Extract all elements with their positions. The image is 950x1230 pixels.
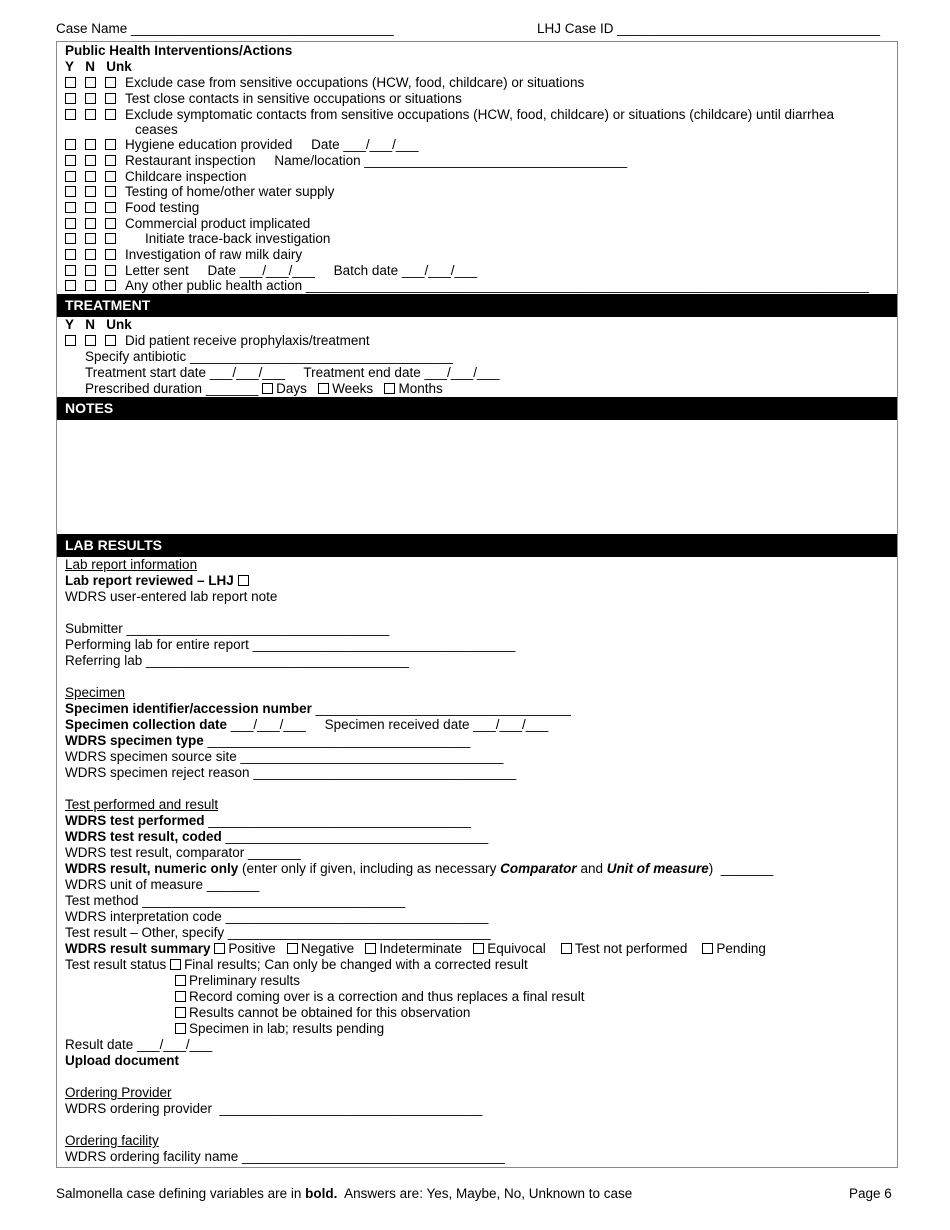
status-option: Specimen in lab; results pending — [189, 1021, 385, 1036]
yes-checkbox[interactable] — [65, 109, 76, 120]
notes-area[interactable] — [57, 420, 897, 534]
treatment-section-header: TREATMENT — [57, 294, 897, 317]
accession-label: Specimen identifier/accession number — [65, 701, 312, 716]
specimen-type-blank: ___________________________________ — [203, 733, 471, 748]
indeterminate-checkbox[interactable] — [365, 943, 376, 954]
no-checkbox[interactable] — [85, 77, 96, 88]
lab-results-section-header: LAB RESULTS — [57, 534, 897, 557]
test-section-heading: Test performed and result — [65, 797, 219, 812]
numeric-label: WDRS result, numeric only — [65, 861, 239, 876]
test-method-field[interactable]: Test method ___________________________________ — [65, 893, 406, 908]
col-unk: Unk — [106, 59, 132, 74]
intervention-row — [65, 200, 199, 216]
equivocal-checkbox[interactable] — [473, 943, 484, 954]
status-option-row — [175, 973, 300, 989]
unk-checkbox[interactable] — [105, 139, 116, 150]
treatment-col-headers — [65, 317, 132, 333]
intervention-label: Hygiene education provided Date ___/___/___ — [125, 137, 419, 152]
lab-report-reviewed-checkbox[interactable] — [238, 575, 249, 586]
yes-checkbox[interactable] — [65, 171, 76, 182]
intervention-row — [65, 184, 334, 200]
unit-field[interactable]: WDRS unit of measure _______ — [65, 877, 260, 892]
intervention-label: Restaurant inspection Name/location ___________________________________ — [125, 153, 628, 168]
no-checkbox[interactable] — [85, 93, 96, 104]
yes-checkbox[interactable] — [65, 265, 76, 276]
antibiotic-field[interactable]: Specify antibiotic ___________________________________ — [85, 349, 453, 364]
unk-checkbox[interactable] — [105, 335, 116, 346]
unk-checkbox[interactable] — [105, 218, 116, 229]
ordering-provider-field[interactable]: WDRS ordering provider ___________________________________ — [65, 1101, 483, 1116]
specimen-type-label: WDRS specimen type — [65, 733, 204, 748]
summary-option: Test not performed — [574, 941, 688, 956]
intervention-label: Testing of home/other water supply — [125, 184, 335, 199]
result-coded-row[interactable] — [65, 829, 488, 845]
footer-note — [56, 1186, 632, 1201]
status-option: Preliminary results — [189, 973, 301, 988]
summary-option: Equivocal — [487, 941, 546, 956]
col-y: Y — [65, 59, 75, 74]
intervention-row — [65, 107, 834, 123]
accession-blank: __________________________________ — [311, 701, 571, 716]
numeric-and: and — [576, 861, 607, 876]
summary-option: Negative — [300, 941, 355, 956]
interpretation-field[interactable]: WDRS interpretation code ___________________________________ — [65, 909, 489, 924]
form-body — [56, 41, 898, 1168]
result-date-field[interactable]: Result date ___/___/___ — [65, 1037, 213, 1052]
col-n: N — [85, 59, 96, 74]
interventions-title: Public Health Interventions/Actions — [65, 43, 293, 58]
test-performed-blank: ___________________________________ — [204, 813, 472, 828]
days-checkbox[interactable] — [262, 383, 273, 394]
notes-section-header: NOTES — [57, 397, 897, 420]
result-coded-label: WDRS test result, coded — [65, 829, 222, 844]
status-option-row — [175, 989, 584, 1005]
no-checkbox[interactable] — [85, 233, 96, 244]
numeric-tail: ) _______ — [708, 861, 774, 876]
no-checkbox[interactable] — [85, 109, 96, 120]
result-summary-label: WDRS result summary — [65, 941, 211, 956]
submitter-field[interactable]: Submitter ___________________________________ — [65, 621, 390, 636]
pending-checkbox[interactable] — [702, 943, 713, 954]
ordering-facility-heading: Ordering facility — [65, 1133, 159, 1148]
intervention-label: Investigation of raw milk dairy — [125, 247, 303, 262]
yes-checkbox[interactable] — [65, 335, 76, 346]
intervention-row — [65, 231, 330, 247]
no-checkbox[interactable] — [85, 155, 96, 166]
yes-checkbox[interactable] — [65, 233, 76, 244]
case-name-field[interactable]: Case Name ___________________________________ — [56, 21, 394, 36]
col-y: Y — [65, 317, 75, 332]
lab-report-reviewed-label: Lab report reviewed – LHJ — [65, 573, 234, 588]
no-checkbox[interactable] — [85, 139, 96, 150]
status-option-row — [175, 1005, 470, 1021]
lab-report-reviewed-row — [65, 573, 252, 589]
specimen-type-row[interactable] — [65, 733, 470, 749]
user-note-label: WDRS user-entered lab report note — [65, 589, 278, 604]
no-checkbox[interactable] — [85, 171, 96, 182]
lhj-case-id-field[interactable]: LHJ Case ID ___________________________________ — [537, 21, 881, 36]
intervention-label: Initiate trace-back investigation — [145, 231, 331, 246]
months-label: Months — [398, 381, 443, 396]
unk-checkbox[interactable] — [105, 249, 116, 260]
no-checkbox[interactable] — [85, 218, 96, 229]
no-checkbox[interactable] — [85, 249, 96, 260]
intervention-label: Letter sent Date ___/___/___ Batch date ___/___/___ — [125, 263, 478, 278]
ordering-facility-field[interactable]: WDRS ordering facility name ___________________________________ — [65, 1149, 505, 1164]
yes-checkbox[interactable] — [65, 155, 76, 166]
intervention-label: Exclude case from sensitive occupations (HCW, food, childcare) or situations — [125, 75, 585, 90]
status-option: Final results; Can only be changed with a corrected result — [184, 957, 528, 972]
col-n: N — [85, 317, 96, 332]
intervention-row — [65, 91, 462, 107]
weeks-label: Weeks — [332, 381, 374, 396]
reject-reason-field[interactable]: WDRS specimen reject reason ___________________________________ — [65, 765, 517, 780]
duration-row — [85, 381, 443, 397]
unk-checkbox[interactable] — [105, 280, 116, 291]
cannot-obtain-checkbox[interactable] — [175, 1007, 186, 1018]
preliminary-checkbox[interactable] — [175, 975, 186, 986]
yes-checkbox[interactable] — [65, 186, 76, 197]
result-status-label: Test result status — [65, 957, 167, 972]
referring-lab-field[interactable]: Referring lab ___________________________________ — [65, 653, 409, 668]
negative-checkbox[interactable] — [287, 943, 298, 954]
pending-in-lab-checkbox[interactable] — [175, 1023, 186, 1034]
test-performed-label: WDRS test performed — [65, 813, 205, 828]
unk-checkbox[interactable] — [105, 77, 116, 88]
treatment-dates-field[interactable]: Treatment start date ___/___/___ Treatment end date ___/___/___ — [85, 365, 500, 380]
weeks-checkbox[interactable] — [318, 383, 329, 394]
treatment-question-row — [65, 333, 370, 349]
yes-checkbox[interactable] — [65, 139, 76, 150]
no-checkbox[interactable] — [85, 280, 96, 291]
final-results-checkbox[interactable] — [170, 959, 181, 970]
no-checkbox[interactable] — [85, 335, 96, 346]
unk-checkbox[interactable] — [105, 93, 116, 104]
yes-checkbox[interactable] — [65, 202, 76, 213]
no-checkbox[interactable] — [85, 265, 96, 276]
intervention-label: Childcare inspection — [125, 169, 247, 184]
unk-checkbox[interactable] — [105, 186, 116, 197]
result-summary-row — [65, 941, 766, 957]
intervention-label: Test close contacts in sensitive occupations or situations — [125, 91, 462, 106]
intervention-row — [65, 75, 584, 91]
months-checkbox[interactable] — [384, 383, 395, 394]
no-checkbox[interactable] — [85, 186, 96, 197]
result-status-row — [65, 957, 528, 973]
duration-field[interactable]: Prescribed duration _______ — [85, 381, 259, 396]
collection-date-label: Specimen collection date — [65, 717, 228, 732]
footer-note-bold: bold. — [305, 1186, 338, 1201]
unk-checkbox[interactable] — [105, 171, 116, 182]
yes-checkbox[interactable] — [65, 77, 76, 88]
upload-document-button[interactable]: Upload document — [65, 1053, 179, 1068]
interventions-col-headers — [65, 59, 132, 75]
footer-note-pre: Salmonella case defining variables are in — [56, 1186, 306, 1201]
unk-checkbox[interactable] — [105, 233, 116, 244]
intervention-label-cont: ceases — [135, 122, 178, 137]
status-option: Record coming over is a correction and thus replaces a final result — [189, 989, 585, 1004]
performing-lab-field[interactable]: Performing lab for entire report ___________________________________ — [65, 637, 516, 652]
intervention-row — [65, 247, 302, 263]
test-performed-row[interactable] — [65, 813, 471, 829]
lab-report-info-heading: Lab report information — [65, 557, 198, 572]
days-label: Days — [276, 381, 307, 396]
intervention-label: Food testing — [125, 200, 200, 215]
summary-option: Positive — [228, 941, 276, 956]
ordering-provider-heading: Ordering Provider — [65, 1085, 172, 1100]
status-option: Results cannot be obtained for this observation — [189, 1005, 471, 1020]
yes-checkbox[interactable] — [65, 280, 76, 291]
yes-checkbox[interactable] — [65, 249, 76, 260]
intervention-row — [65, 137, 418, 153]
col-unk: Unk — [106, 317, 132, 332]
summary-option: Pending — [716, 941, 766, 956]
positive-checkbox[interactable] — [214, 943, 225, 954]
result-coded-blank: ___________________________________ — [221, 829, 489, 844]
correction-checkbox[interactable] — [175, 991, 186, 1002]
numeric-hint: (enter only if given, including as necessary — [238, 861, 501, 876]
intervention-row — [65, 278, 869, 294]
intervention-label: Exclude symptomatic contacts from sensitive occupations (HCW, food, childcare) or situations (childcare) until diarrhea — [125, 107, 835, 122]
numeric-result-row[interactable] — [65, 861, 773, 877]
no-checkbox[interactable] — [85, 202, 96, 213]
test-not-performed-checkbox[interactable] — [561, 943, 572, 954]
page-number: Page 6 — [849, 1186, 892, 1201]
specimen-heading: Specimen — [65, 685, 126, 700]
intervention-row — [65, 153, 627, 169]
collection-date-row[interactable] — [65, 717, 548, 733]
summary-option: Indeterminate — [379, 941, 462, 956]
yes-checkbox[interactable] — [65, 93, 76, 104]
comparator-field[interactable]: WDRS test result, comparator _______ — [65, 845, 301, 860]
unk-checkbox[interactable] — [105, 265, 116, 276]
intervention-label: Any other public health action ___________________________________________________________________________ — [125, 278, 869, 293]
intervention-row — [65, 216, 310, 232]
unk-checkbox[interactable] — [105, 155, 116, 166]
numeric-comparator: Comparator — [500, 861, 577, 876]
status-option-row — [175, 1021, 384, 1037]
yes-checkbox[interactable] — [65, 218, 76, 229]
footer-note-post: Answers are: Yes, Maybe, No, Unknown to case — [337, 1186, 633, 1201]
other-result-field[interactable]: Test result – Other, specify ___________________________________ — [65, 925, 491, 940]
unk-checkbox[interactable] — [105, 109, 116, 120]
source-site-field[interactable]: WDRS specimen source site ___________________________________ — [65, 749, 504, 764]
treatment-question: Did patient receive prophylaxis/treatment — [125, 333, 370, 348]
unk-checkbox[interactable] — [105, 202, 116, 213]
numeric-unit: Unit of measure — [606, 861, 709, 876]
intervention-label: Commercial product implicated — [125, 216, 311, 231]
accession-row[interactable] — [65, 701, 571, 717]
intervention-row — [65, 263, 477, 279]
intervention-row — [65, 169, 247, 185]
collection-date-blank: ___/___/___ Specimen received date ___/___/___ — [227, 717, 549, 732]
